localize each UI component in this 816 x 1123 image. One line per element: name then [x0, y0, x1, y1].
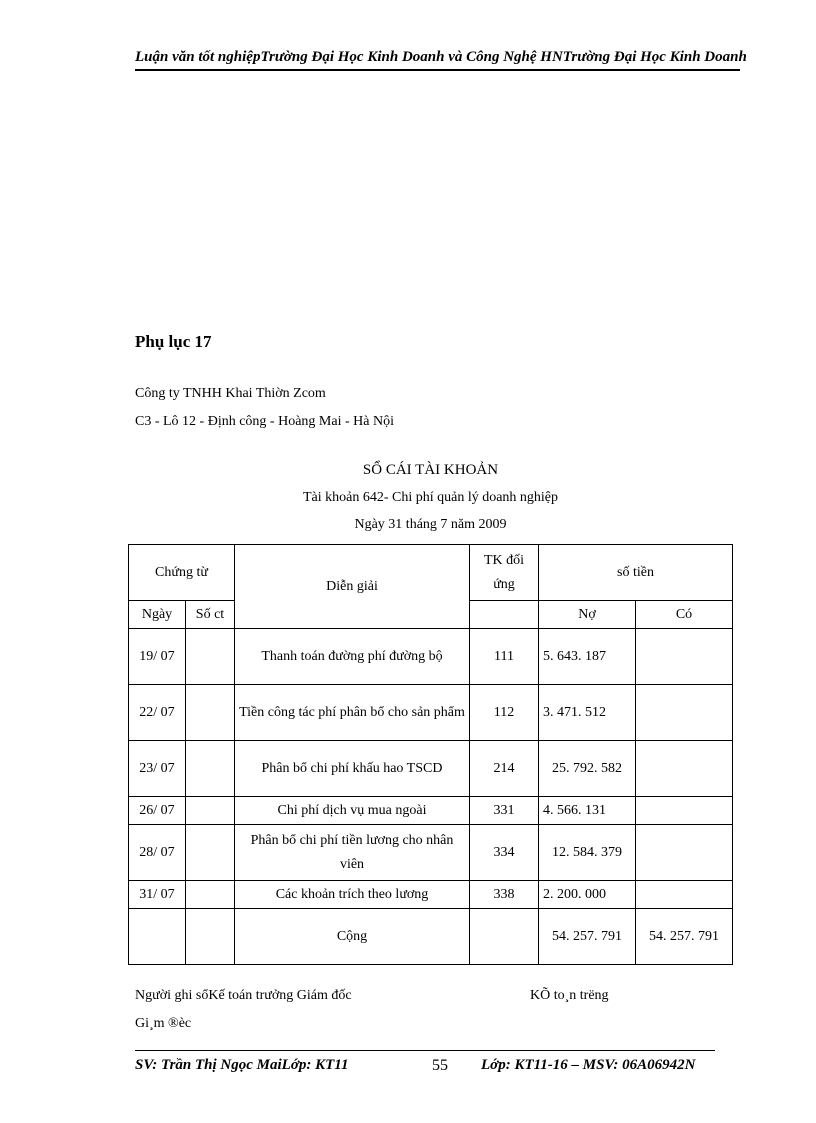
cell-credit [636, 797, 733, 825]
cell-account: 214 [470, 741, 539, 797]
header-co: Có [636, 601, 733, 629]
header-rule [135, 69, 740, 71]
cell-debit: 2. 200. 000 [539, 881, 636, 909]
cell-description: Tiền công tác phí phân bổ cho sản phẩm [235, 685, 470, 741]
cell-doc-no [186, 797, 235, 825]
cell-debit: 54. 257. 791 [539, 909, 636, 965]
cell-account: 338 [470, 881, 539, 909]
cell-doc-no [186, 825, 235, 881]
signature-right: KÕ to¸n trëng [530, 988, 609, 1003]
cell-description: Chi phí dịch vụ mua ngoài [235, 797, 470, 825]
cell-debit: 25. 792. 582 [539, 741, 636, 797]
table-row [129, 629, 733, 685]
header-diengiai: Diễn giải [235, 545, 470, 629]
cell-date: 19/ 07 [129, 629, 186, 685]
company-address: C3 - Lô 12 - Định công - Hoàng Mai - Hà Nội [135, 414, 394, 429]
header-sotien: số tiền [539, 545, 733, 601]
ledger-subtitle: Tài khoản 642- Chi phí quản lý doanh nghiệp [302, 490, 559, 505]
cell-doc-no [186, 685, 235, 741]
footer-rule [135, 1050, 715, 1051]
ledger-date: Ngày 31 tháng 7 năm 2009 [354, 517, 507, 532]
cell-date [129, 909, 186, 965]
cell-description: Cộng [235, 909, 470, 965]
header-soct: Số ct [186, 601, 235, 629]
cell-description: Thanh toán đường phí đường bộ [235, 629, 470, 685]
cell-date: 22/ 07 [129, 685, 186, 741]
cell-account: 111 [470, 629, 539, 685]
signature-left: Người ghi sổKế toán trưởng Giám đốc [135, 988, 352, 1003]
header-tk: TK đối ứng [470, 545, 539, 601]
cell-description: Các khoản trích theo lương [235, 881, 470, 909]
cell-date: 31/ 07 [129, 881, 186, 909]
ledger-table [128, 544, 733, 965]
cell-date: 26/ 07 [129, 797, 186, 825]
cell-account: 331 [470, 797, 539, 825]
cell-credit: 54. 257. 791 [636, 909, 733, 965]
table-row [129, 881, 733, 909]
company-name: Công ty TNHH Khai Thiờn Zcom [135, 386, 326, 401]
cell-credit [636, 741, 733, 797]
cell-credit [636, 629, 733, 685]
footer-class: Lớp: KT11-16 – MSV: 06A06942N [481, 1057, 696, 1073]
appendix-title: Phụ lục 17 [135, 332, 212, 351]
cell-debit: 5. 643. 187 [539, 629, 636, 685]
cell-credit [636, 881, 733, 909]
running-header: Luận văn tốt nghiệpTrường Đại Học Kinh Doanh và Công Nghệ HNTrường Đại Học Kinh Doanh [135, 49, 747, 65]
cell-doc-no [186, 741, 235, 797]
header-chungtu: Chứng từ [129, 545, 235, 601]
cell-date: 23/ 07 [129, 741, 186, 797]
header-no: Nợ [539, 601, 636, 629]
cell-description: Phân bổ chi phí tiền lương cho nhân viên [235, 825, 470, 881]
cell-credit [636, 685, 733, 741]
page-number: 55 [432, 1057, 448, 1074]
cell-account: 112 [470, 685, 539, 741]
cell-account [470, 909, 539, 965]
cell-date: 28/ 07 [129, 825, 186, 881]
header-tk-blank [470, 601, 539, 629]
cell-doc-no [186, 909, 235, 965]
table-row [129, 741, 733, 797]
footer-student: SV: Trần Thị Ngọc MaiLớp: KT11 [135, 1057, 349, 1073]
cell-description: Phân bổ chi phí khấu hao TSCD [235, 741, 470, 797]
cell-debit: 3. 471. 512 [539, 685, 636, 741]
ledger-title: SỔ CÁI TÀI KHOẢN [362, 462, 499, 478]
table-row [129, 797, 733, 825]
table-row [129, 909, 733, 965]
cell-credit [636, 825, 733, 881]
cell-debit: 4. 566. 131 [539, 797, 636, 825]
cell-account: 334 [470, 825, 539, 881]
cell-doc-no [186, 881, 235, 909]
table-row [129, 825, 733, 881]
table-row [129, 685, 733, 741]
header-ngay: Ngày [129, 601, 186, 629]
signature-line2: Gi¸m ®èc [135, 1016, 192, 1031]
cell-doc-no [186, 629, 235, 685]
cell-debit: 12. 584. 379 [539, 825, 636, 881]
